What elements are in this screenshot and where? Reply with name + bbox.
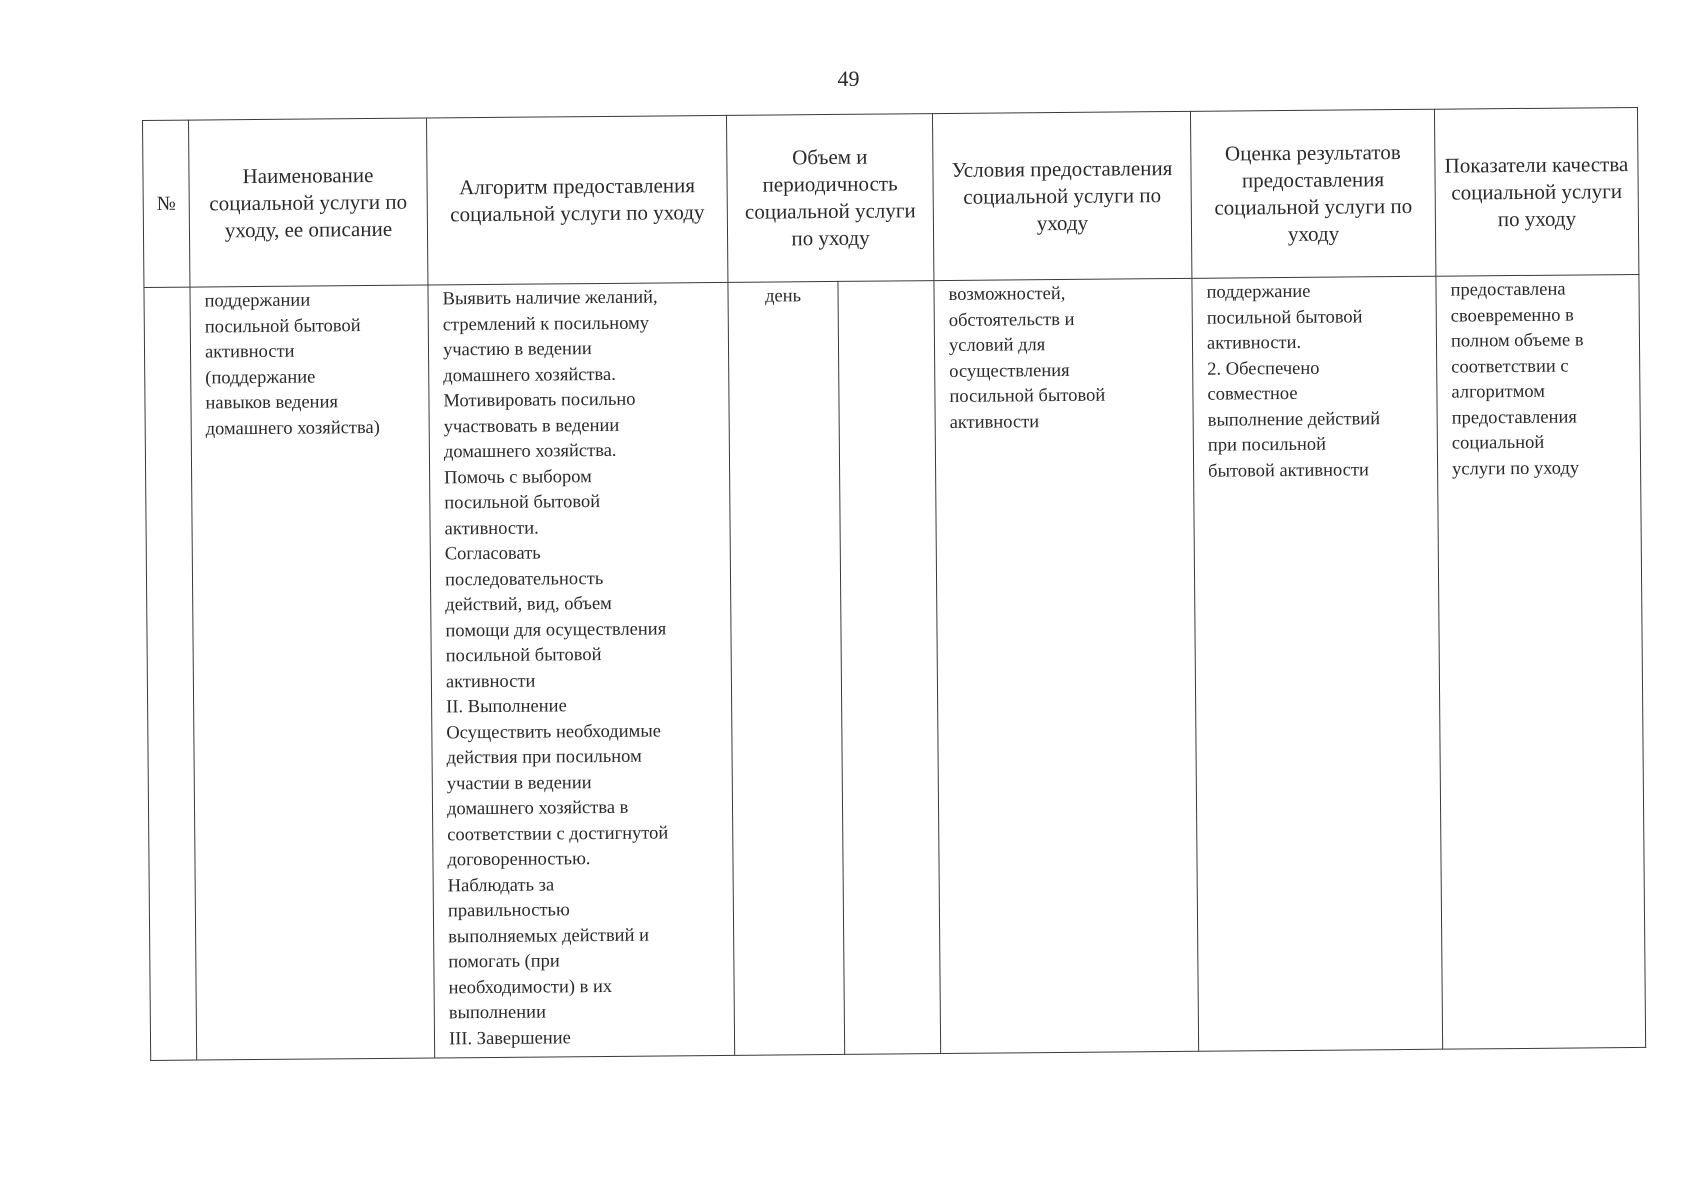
table-row xyxy=(144,274,1646,1060)
cell-volume-period: день xyxy=(728,281,845,1055)
cell-quality: предоставлена своевременно в полном объеме в соответствии с алгоритмом предоставления социальной услуги по уходу xyxy=(1436,274,1646,1049)
header-evaluation: Оценка результатов предоставления социальной услуги по уходу xyxy=(1190,109,1435,278)
cell-conditions: возможностей, обстоятельств и условий для осуществления посильной бытовой активности xyxy=(934,278,1199,1053)
header-conditions: Условия предоставления социальной услуги по уходу xyxy=(932,111,1191,280)
cell-algorithm: Выявить наличие желаний, стремлений к посильному участию в ведении домашнего хозяйства. Мотивировать посильно участвовать в ведении домашнего хозяйства. Помочь с выбором посильной бытовой активности. Согласовать последовательность действий, вид, объем помощи для осуществления посильной бытовой активности II. Выполнение Осуществить необходимые действия при посильном участии в ведении домашнего хозяйства в соответствии с достигнутой договоренностью. Наблюдать за правильностью выполняемых действий и помогать (при необходимости) в их выполнении III. Завершение xyxy=(428,282,735,1058)
cell-volume-extra xyxy=(838,281,941,1055)
services-table xyxy=(142,107,1646,1061)
header-quality: Показатели качества социальной услуги по уходу xyxy=(1434,107,1638,276)
header-algorithm: Алгоритм предоставления социальной услуги по уходу xyxy=(426,115,727,285)
header-service-name: Наименование социальной услуги по уходу, ее описание xyxy=(189,118,428,287)
cell-evaluation: поддержание посильной бытовой активности. 2. Обеспечено совместное выполнение действий при посильной бытовой активности xyxy=(1192,276,1443,1051)
header-volume-periodicity: Объем и периодичность социальной услуги по уходу xyxy=(726,114,933,283)
cell-num xyxy=(144,287,197,1060)
cell-service-name: поддержании посильной бытовой активности (поддержание навыков ведения домашнего хозяйства) xyxy=(190,285,435,1060)
table-header-row xyxy=(143,107,1639,287)
page-number: 49 xyxy=(837,66,860,91)
header-num: № xyxy=(143,120,190,287)
